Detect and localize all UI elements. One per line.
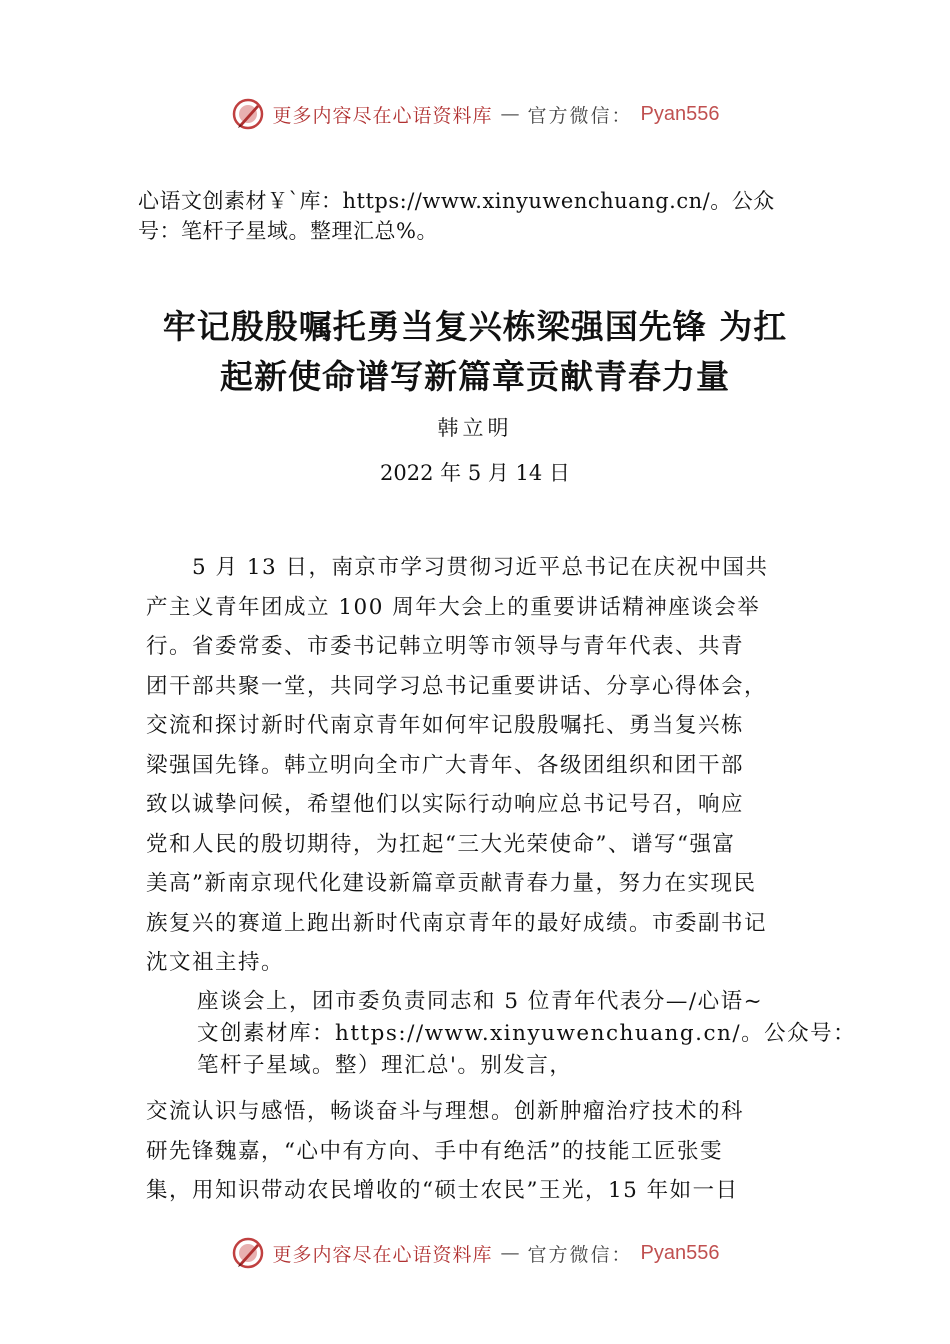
paragraph-line: 交流和探讨新时代南京青年如何牢记殷殷嘱托、勇当复兴栋 [146,713,745,738]
banner-wechat-id: Pyan556 [640,1241,720,1264]
banner-wechat-label: 官方微信： [527,104,633,127]
paragraph-line: 交流认识与感悟，畅谈奋斗与理想。创新肿瘤治疗技术的科 [146,1099,745,1124]
paragraph-line: 族复兴的赛道上跑出新时代南京青年的最好成绩。市委副书记 [146,910,768,936]
pen-seal-logo-icon [231,97,265,131]
pen-seal-logo-icon [231,1236,265,1270]
paragraph-line: 集，用知识带动农民增收的“硕士农民”王光，15 年如一日 [146,1178,739,1203]
banner-wechat-id: Pyan556 [640,102,720,125]
header-banner [0,94,950,134]
paragraph-line: 笔杆子星域。整）理汇总'。别发言， [197,1053,573,1078]
paragraph-line: 5 月 13 日，南京市学习贯彻习近平总书记在庆祝中国共 [146,555,769,580]
paragraph-line: 文创素材库：https://www.xinyuwenchuang.cn/。公众号： [197,1021,857,1046]
article-date: 2022 年 5 月 14 日 [380,461,570,485]
paragraph-1 [146,548,826,983]
banner-separator: — [500,1242,520,1264]
source-note: 心语文创素材￥`库：https://www.xinyuwenchuang.cn/。公众 号：笔杆子星域。整理汇总%。 [138,189,775,243]
banner-text: 更多内容尽在心语资料库 [272,104,493,127]
paragraph-line: 美高”新南京现代化建设新篇章贡献青春力量，努力在实现民 [146,871,757,896]
article-title-line-1: 牢记殷殷嘱托勇当复兴栋梁强国先锋 为扛 [162,307,788,346]
banner-wechat-label: 官方微信： [527,1243,633,1266]
banner-separator: — [500,103,520,125]
footer-banner [0,1233,950,1273]
paragraph-line: 梁强国先锋。韩立明向全市广大青年、各级团组织和团干部 [146,752,745,778]
paragraph-line: 研先锋魏嘉，“心中有方向、手中有绝活”的技能工匠张雯 [146,1138,723,1164]
paragraph-2 [197,986,857,1082]
article-author: 韩立明 [437,416,513,440]
paragraph-3 [146,1092,826,1211]
paragraph-line: 座谈会上，团市委负责同志和 5 位青年代表分—/心语~ [197,989,764,1014]
paragraph-line: 致以诚挚问候，希望他们以实际行动响应总书记号召，响应 [146,792,745,817]
paragraph-line: 行。省委常委、市委书记韩立明等市领导与青年代表、共青 [146,634,745,659]
article-title-line-2: 起新使命谱写新篇章贡献青春力量 [220,357,730,396]
paragraph-line: 产主义青年团成立 100 周年大会上的重要讲话精神座谈会举 [146,594,761,620]
paragraph-line: 团干部共聚一堂，共同学习总书记重要讲话、分享心得体会， [146,673,768,699]
banner-text: 更多内容尽在心语资料库 [272,1243,493,1266]
paragraph-line: 党和人民的殷切期待，为扛起“三大光荣使命”、谱写“强富 [146,831,736,857]
paragraph-line: 沈文祖主持。 [146,950,285,975]
